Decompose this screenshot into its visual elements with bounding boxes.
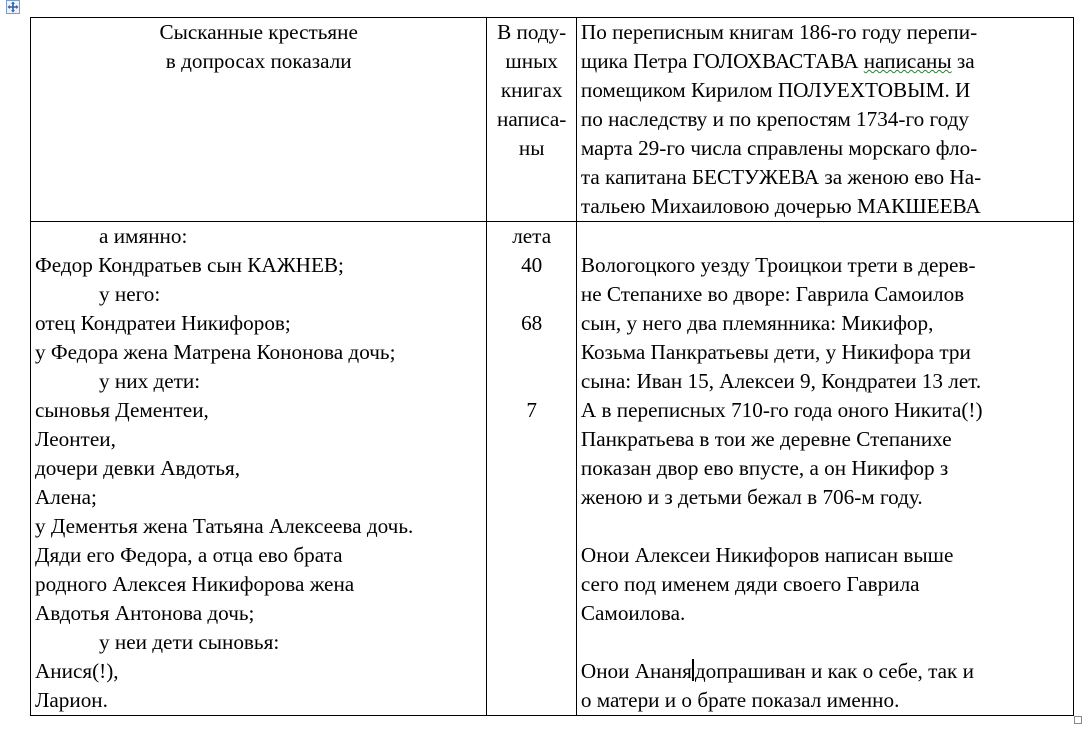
age-value [491,280,571,309]
header-text-line: ны [518,136,545,160]
table-resize-handle[interactable] [1074,716,1082,724]
text-cursor [692,659,694,681]
notes-text-line: Козьма Панкратьевы дети, у Никифора три [580,340,971,364]
header-row [31,18,1074,222]
age-value: 40 [521,253,543,277]
notes-text-line: показан двор ево впусте, а он Никифор з [580,456,949,480]
body-text-line: сыновья Дементеи, [35,398,209,422]
age-value [491,338,571,367]
notes-text-line: сына: Иван 15, Алексеи 9, Кондратеи 13 лет. [580,369,982,393]
body-text-line: отец Кондратеи Никифоров; [35,311,291,335]
spacer [581,512,1069,541]
header-text-line: написа- [497,107,567,131]
notes-text-line: Онои Алексеи Никифоров написан выше [580,543,954,567]
header-text-line: Сысканные крестьяне [159,20,358,44]
body-text-line: у них дети: [99,369,201,393]
header-cell-testimony[interactable] [31,18,487,222]
spacer [581,222,1069,251]
notes-text-line: А в переписных 710-го года оного Никита(!) [580,398,983,422]
header-text-line: книгах [500,78,563,102]
body-text-line: у неи дети сыновья: [99,630,280,654]
header-text-line: помещиком Кирилом ПОЛУЕХТОВЫМ. И [580,78,971,102]
body-cell-ages[interactable] [487,222,576,716]
header-text-line [581,47,1069,76]
move-arrows-icon [7,1,19,13]
body-text-line: Авдотья Антонова дочь; [35,601,255,625]
notes-text-segment: допрашиван и как о себе, так и [694,659,974,683]
header-text-line: в допросах показали [165,49,352,73]
header-text-line: по наследству и по крепостям 1734-го году [580,107,970,131]
body-text-line: у Дементья жена Татьяна Алексеева дочь. [35,514,414,538]
body-text-line: у него: [99,282,161,306]
notes-text-line: сего под именем дяди своего Гаврила [580,572,920,596]
notes-text-segment: Онои Ананя [580,659,692,683]
table-move-handle[interactable] [6,0,20,14]
notes-text-line: Вологоцкого уезду Троицкои трети в дерев- [580,253,976,277]
header-text-line: шных [505,49,558,73]
notes-text-line: сын, у него два племянника: Микифор, [580,311,934,335]
notes-text-line: женою и з детьми бежал в 706-м году. [580,485,923,509]
header-text-line: та капитана БЕСТУЖЕВА за женою ево На- [580,165,982,189]
body-text-line: Леонтеи, [35,427,116,451]
notes-text-line: Самоилова. [580,601,686,625]
body-text-line: Алена; [35,485,97,509]
header-text-line: тальею Михаиловою дочерью МАКШЕЕВА [580,194,981,218]
header-cell-census-books[interactable] [576,18,1073,222]
body-text-line: Федор Кондратьев сын КАЖНЕВ; [35,253,344,277]
notes-text-line: Панкратьева в тои же деревне Степанихе [580,427,952,451]
body-text-line: дочери девки Авдотья, [35,456,241,480]
notes-text-line [581,657,1069,686]
body-text-line: у Федора жена Матрена Кононова дочь; [35,340,396,364]
header-cell-poll-books[interactable] [487,18,576,222]
header-text-line: марта 29-го числа справлены морскаго фло- [580,136,978,160]
header-text-line: По переписным книгам 186-го году перепи- [580,20,978,44]
body-text-line: Анися(!), [35,659,119,683]
body-text-line: родного Алексея Никифорова жена [35,572,355,596]
body-cell-notes[interactable] [576,222,1073,716]
body-text-line: а имянно: [99,224,188,248]
age-label: лета [512,224,552,248]
age-value: 68 [521,311,543,335]
body-text-line: Дяди его Федора, а отца ево брата [35,543,343,567]
notes-text-line: о матери и о брате показал именно. [580,688,900,712]
spacer [581,628,1069,657]
header-text-line: В поду- [497,20,567,44]
age-value [491,367,571,396]
body-row [31,222,1074,716]
age-value: 7 [526,398,537,422]
body-text-line: Ларион. [35,688,108,712]
body-cell-names[interactable] [31,222,487,716]
header-text-segment: щика Петра ГОЛОХВАСТАВА [580,49,864,73]
spellcheck-underlined-word: написаны [863,49,952,73]
header-text-segment: за [951,49,975,73]
document-table [30,17,1074,716]
notes-text-line: не Степанихе во дворе: Гаврила Самоилов [580,282,965,306]
